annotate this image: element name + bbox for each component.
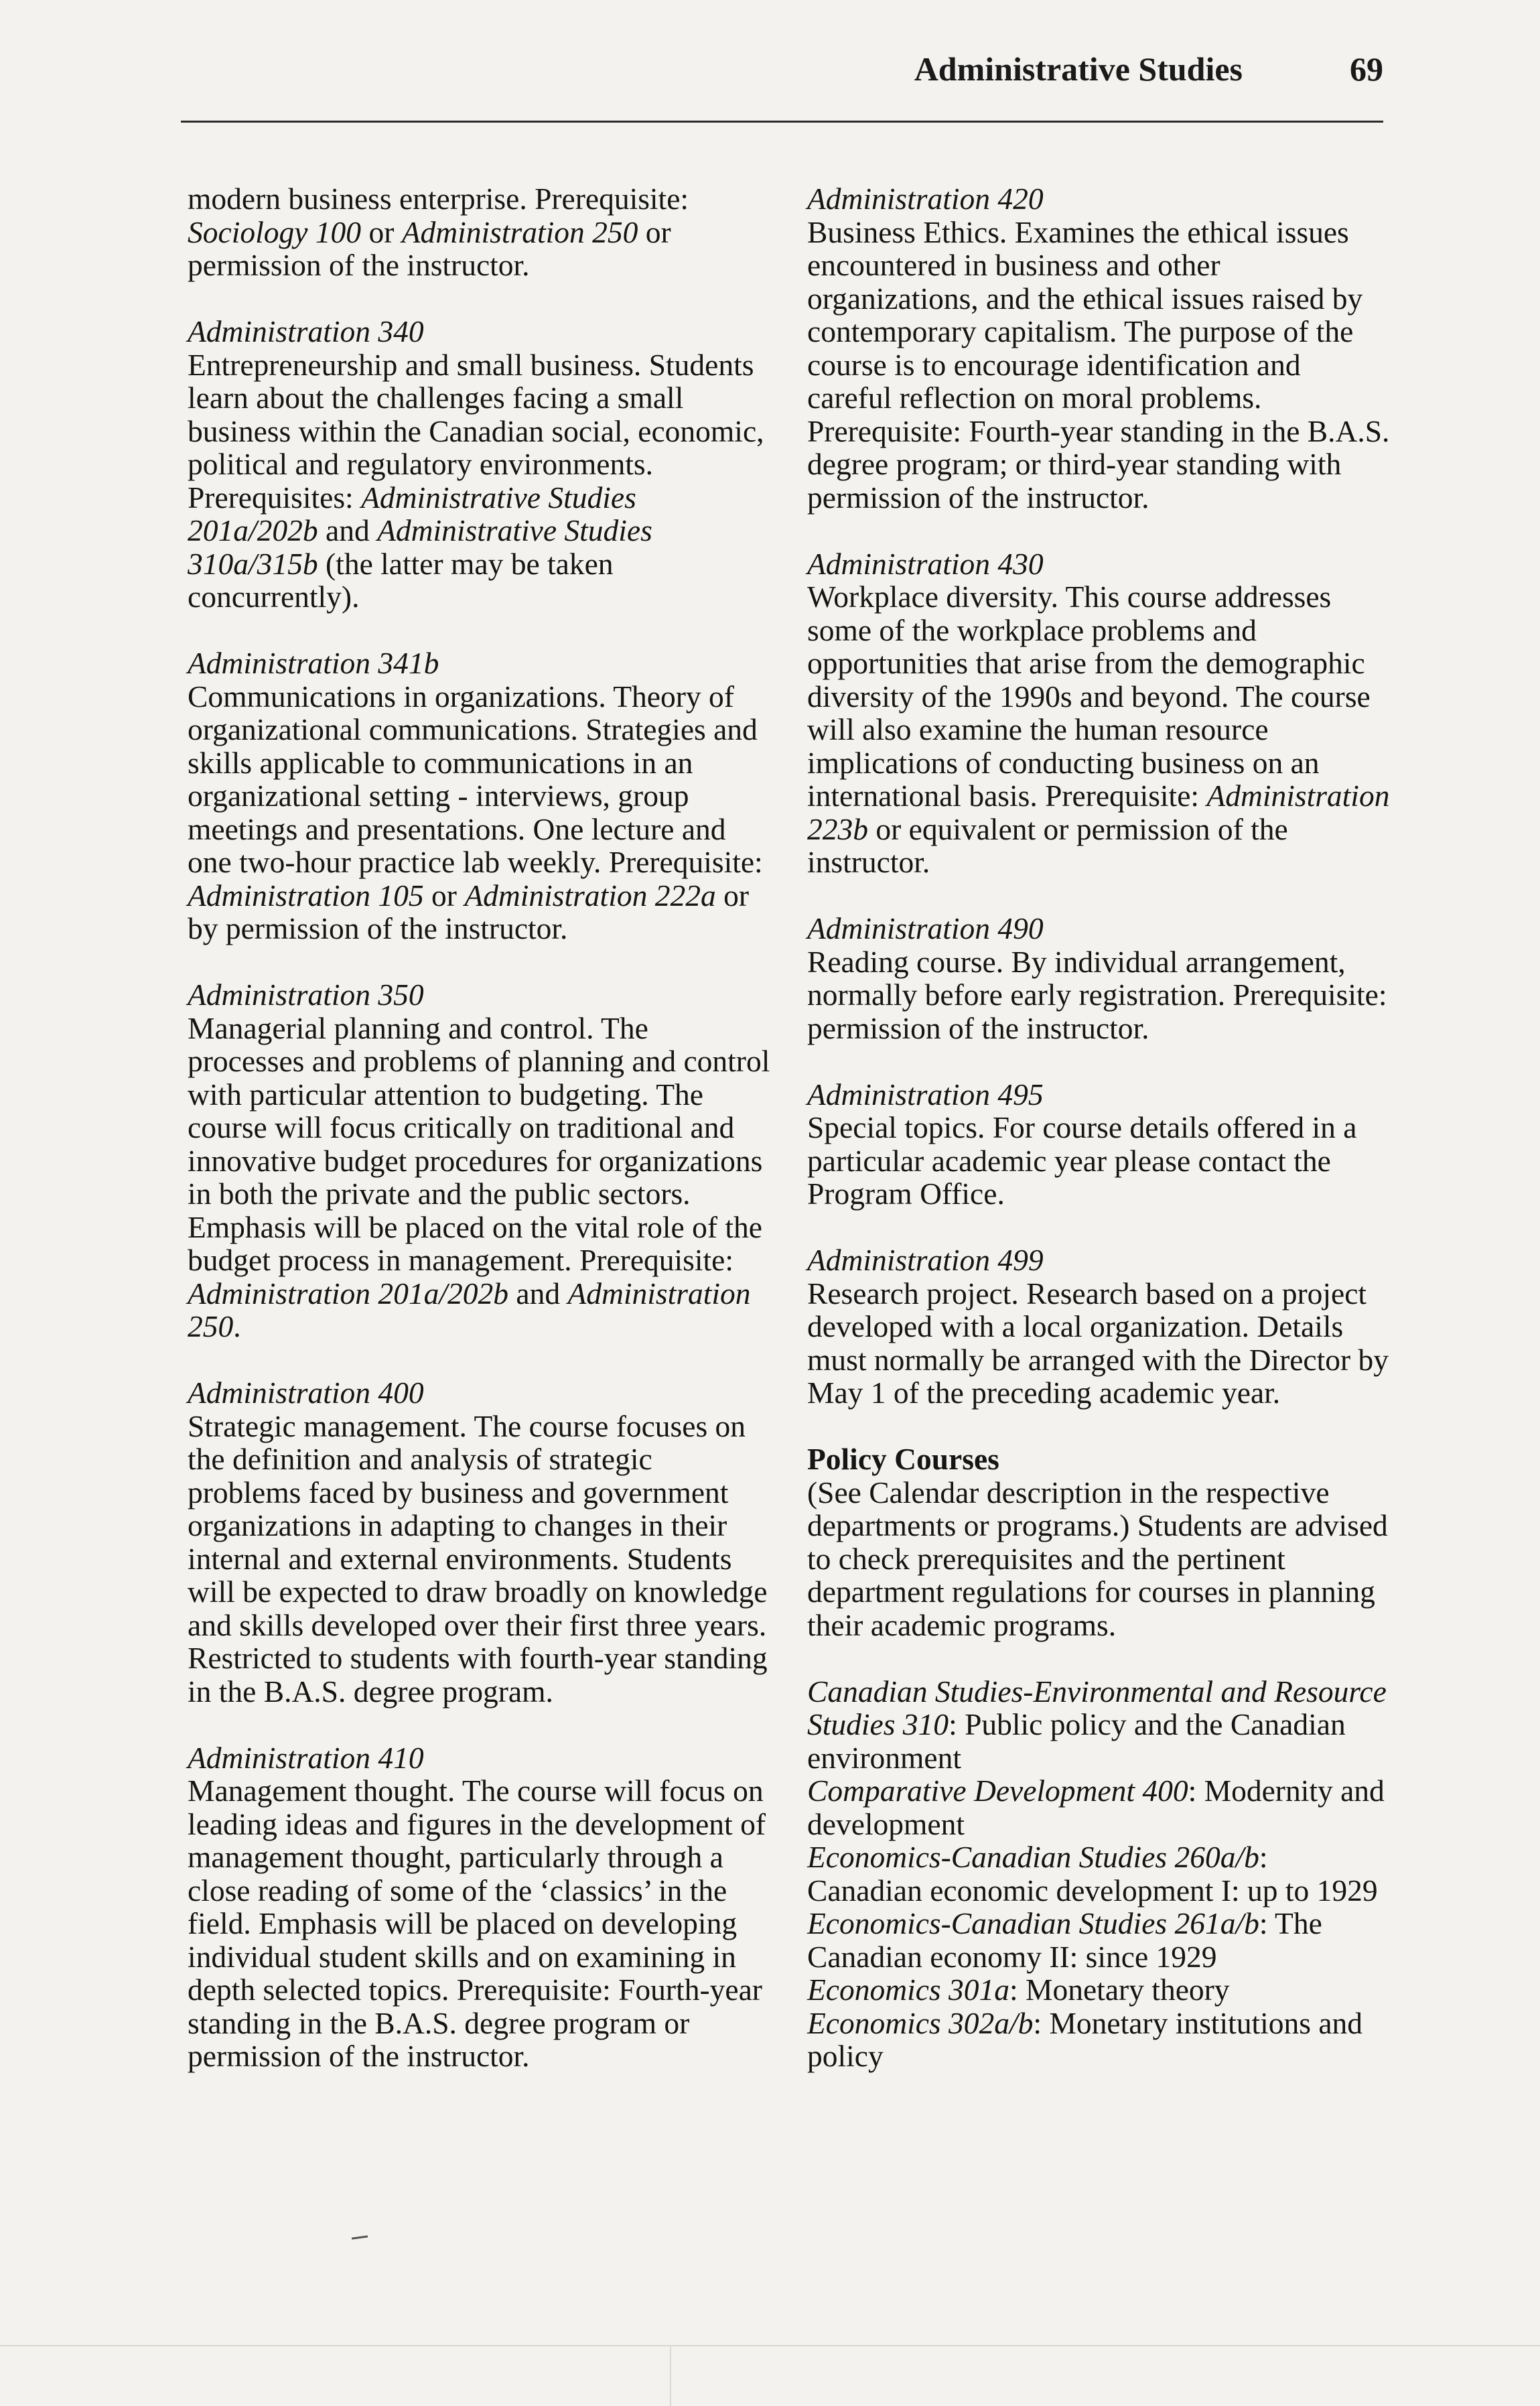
- course-entry-administration-400: [188, 1376, 770, 1708]
- course-entry-administration-499: [807, 1244, 1390, 1410]
- course-title: Administration 350: [188, 978, 424, 1012]
- course-entry-administration-341b: Administration 341b Communications in organizations. Theory of organizational communications. Strategies and skills applicable to communications in an organizational setting - interviews, group meetings and presentations. One lecture and one two-hour practice lab weekly. Prerequisite: Administration 105 or Administration 222a or by permission of the instructor.: [188, 647, 770, 945]
- course-description: Strategic management. The course focuses on the definition and analysis of strategic problems faced by business and government organizations in adapting to changes in their internal and external environments. Students will be expected to draw broadly on knowledge and skills developed over their first three years. Restricted to students with fourth-year standing in the B.A.S. degree program.: [188, 1408, 768, 1709]
- course-description: Business Ethics. Examines the ethical issues encountered in business and other organizations, and the ethical issues raised by contemporary capitalism. The purpose of the course is to encourage identification and careful reflection on moral problems. Prerequisite: Fourth-year standing in the B.A.S. degree program; or third-year standing with permission of the instructor.: [807, 214, 1390, 515]
- section-heading: Policy Courses: [807, 1442, 999, 1476]
- course-entry-administration-350: Administration 350 Managerial planning and control. The processes and problems of planning and control with particular attention to budgeting. The course will focus critically on traditional and innovative budget procedures for organizations in both the private and the public sectors. Emphasis will be placed on the vital role of the budget process in management. Prerequisite: Administration 201a/202b and Administration 250.: [188, 978, 770, 1343]
- section-title: Administrative Studies: [914, 50, 1243, 88]
- course-title: Administration 340: [188, 314, 424, 348]
- course-entry-administration-430: Administration 430 Workplace diversity. This course addresses some of the workplace problems and opportunities that arise from the demographic diversity of the 1990s and beyond. The course will also examine the human resource implications of conducting business on an international basis. Prerequisite: Administration 223b or equivalent or permission of the instructor.: [807, 546, 1390, 879]
- course-description: Management thought. The course will focus on leading ideas and figures in the development of management thought, particularly through a close reading of some of the ‘classics’ in the field. Emphasis will be placed on developing individual student skills and on examining in depth selected topics. Prerequisite: Fourth-year standing in the B.A.S. degree program or permission of the instructor.: [188, 1774, 766, 2073]
- course-description: Reading course. By individual arrangement, normally before early registration. Prerequisite: permission of the instructor.: [807, 944, 1387, 1045]
- course-description: Research project. Research based on a project developed with a local organization. Details must normally be arranged with the Director by May 1 of the preceding academic year.: [807, 1276, 1389, 1410]
- policy-courses-section: [807, 1443, 1390, 1642]
- course-entry-administration-490: [807, 912, 1390, 1045]
- course-description: Special topics. For course details offered in a particular academic year please contact the Program Office.: [807, 1110, 1357, 1211]
- course-entry-administration-495: [807, 1078, 1390, 1211]
- scan-mark: [352, 2235, 368, 2239]
- course-title: Administration 495: [807, 1077, 1044, 1112]
- policy-course-item: Canadian Studies-Environmental and Resource Studies 310: Public policy and the Canadian environment: [807, 1674, 1387, 1775]
- continuation-paragraph: modern business enterprise. Prerequisite: Sociology 100 or Administration 250 or permission of the instructor.: [188, 182, 689, 282]
- course-entry-administration-420: [807, 182, 1390, 514]
- right-column: [807, 182, 1390, 2073]
- policy-course-item: Economics 302a/b: Monetary institutions and policy: [807, 2005, 1363, 2073]
- course-entry-administration-340: Administration 340 Entrepreneurship and small business. Students learn about the challenges facing a small business within the Canadian social, economic, political and regulatory environments. Prerequisites: Administrative Studies 201a/202b and Administrative Studies 310a/315b (the latter may be taken concurrently).: [188, 315, 770, 614]
- course-entry-administration-410: [188, 1741, 770, 2073]
- scan-edge-tick: [670, 2345, 671, 2406]
- page-header: [181, 40, 1383, 123]
- section-intro: (See Calendar description in the respective departments or programs.) Students are advised to check prerequisites and the pertinent department regulations for courses in planning their academic programs.: [807, 1475, 1388, 1642]
- page-number: 69: [1350, 50, 1383, 88]
- course-title: Administration 499: [807, 1243, 1044, 1277]
- course-title: Administration 410: [188, 1740, 424, 1775]
- course-title: Administration 341b: [188, 646, 439, 680]
- course-title: Administration 430: [807, 546, 1044, 581]
- policy-course-item: Comparative Development 400: Modernity and development: [807, 1774, 1385, 1841]
- left-column: [188, 182, 770, 2106]
- policy-course-item: Economics-Canadian Studies 260a/b: Canadian economic development I: up to 1929: [807, 1840, 1378, 1908]
- policy-course-item: Economics 301a: Monetary theory: [807, 1973, 1230, 2007]
- course-title: Administration 400: [188, 1376, 424, 1410]
- course-title: Administration 420: [807, 182, 1044, 216]
- policy-course-item: Economics-Canadian Studies 261a/b: The Canadian economy II: since 1929: [807, 1906, 1322, 1974]
- course-title: Administration 490: [807, 911, 1044, 945]
- scan-edge-line: [0, 2345, 1540, 2346]
